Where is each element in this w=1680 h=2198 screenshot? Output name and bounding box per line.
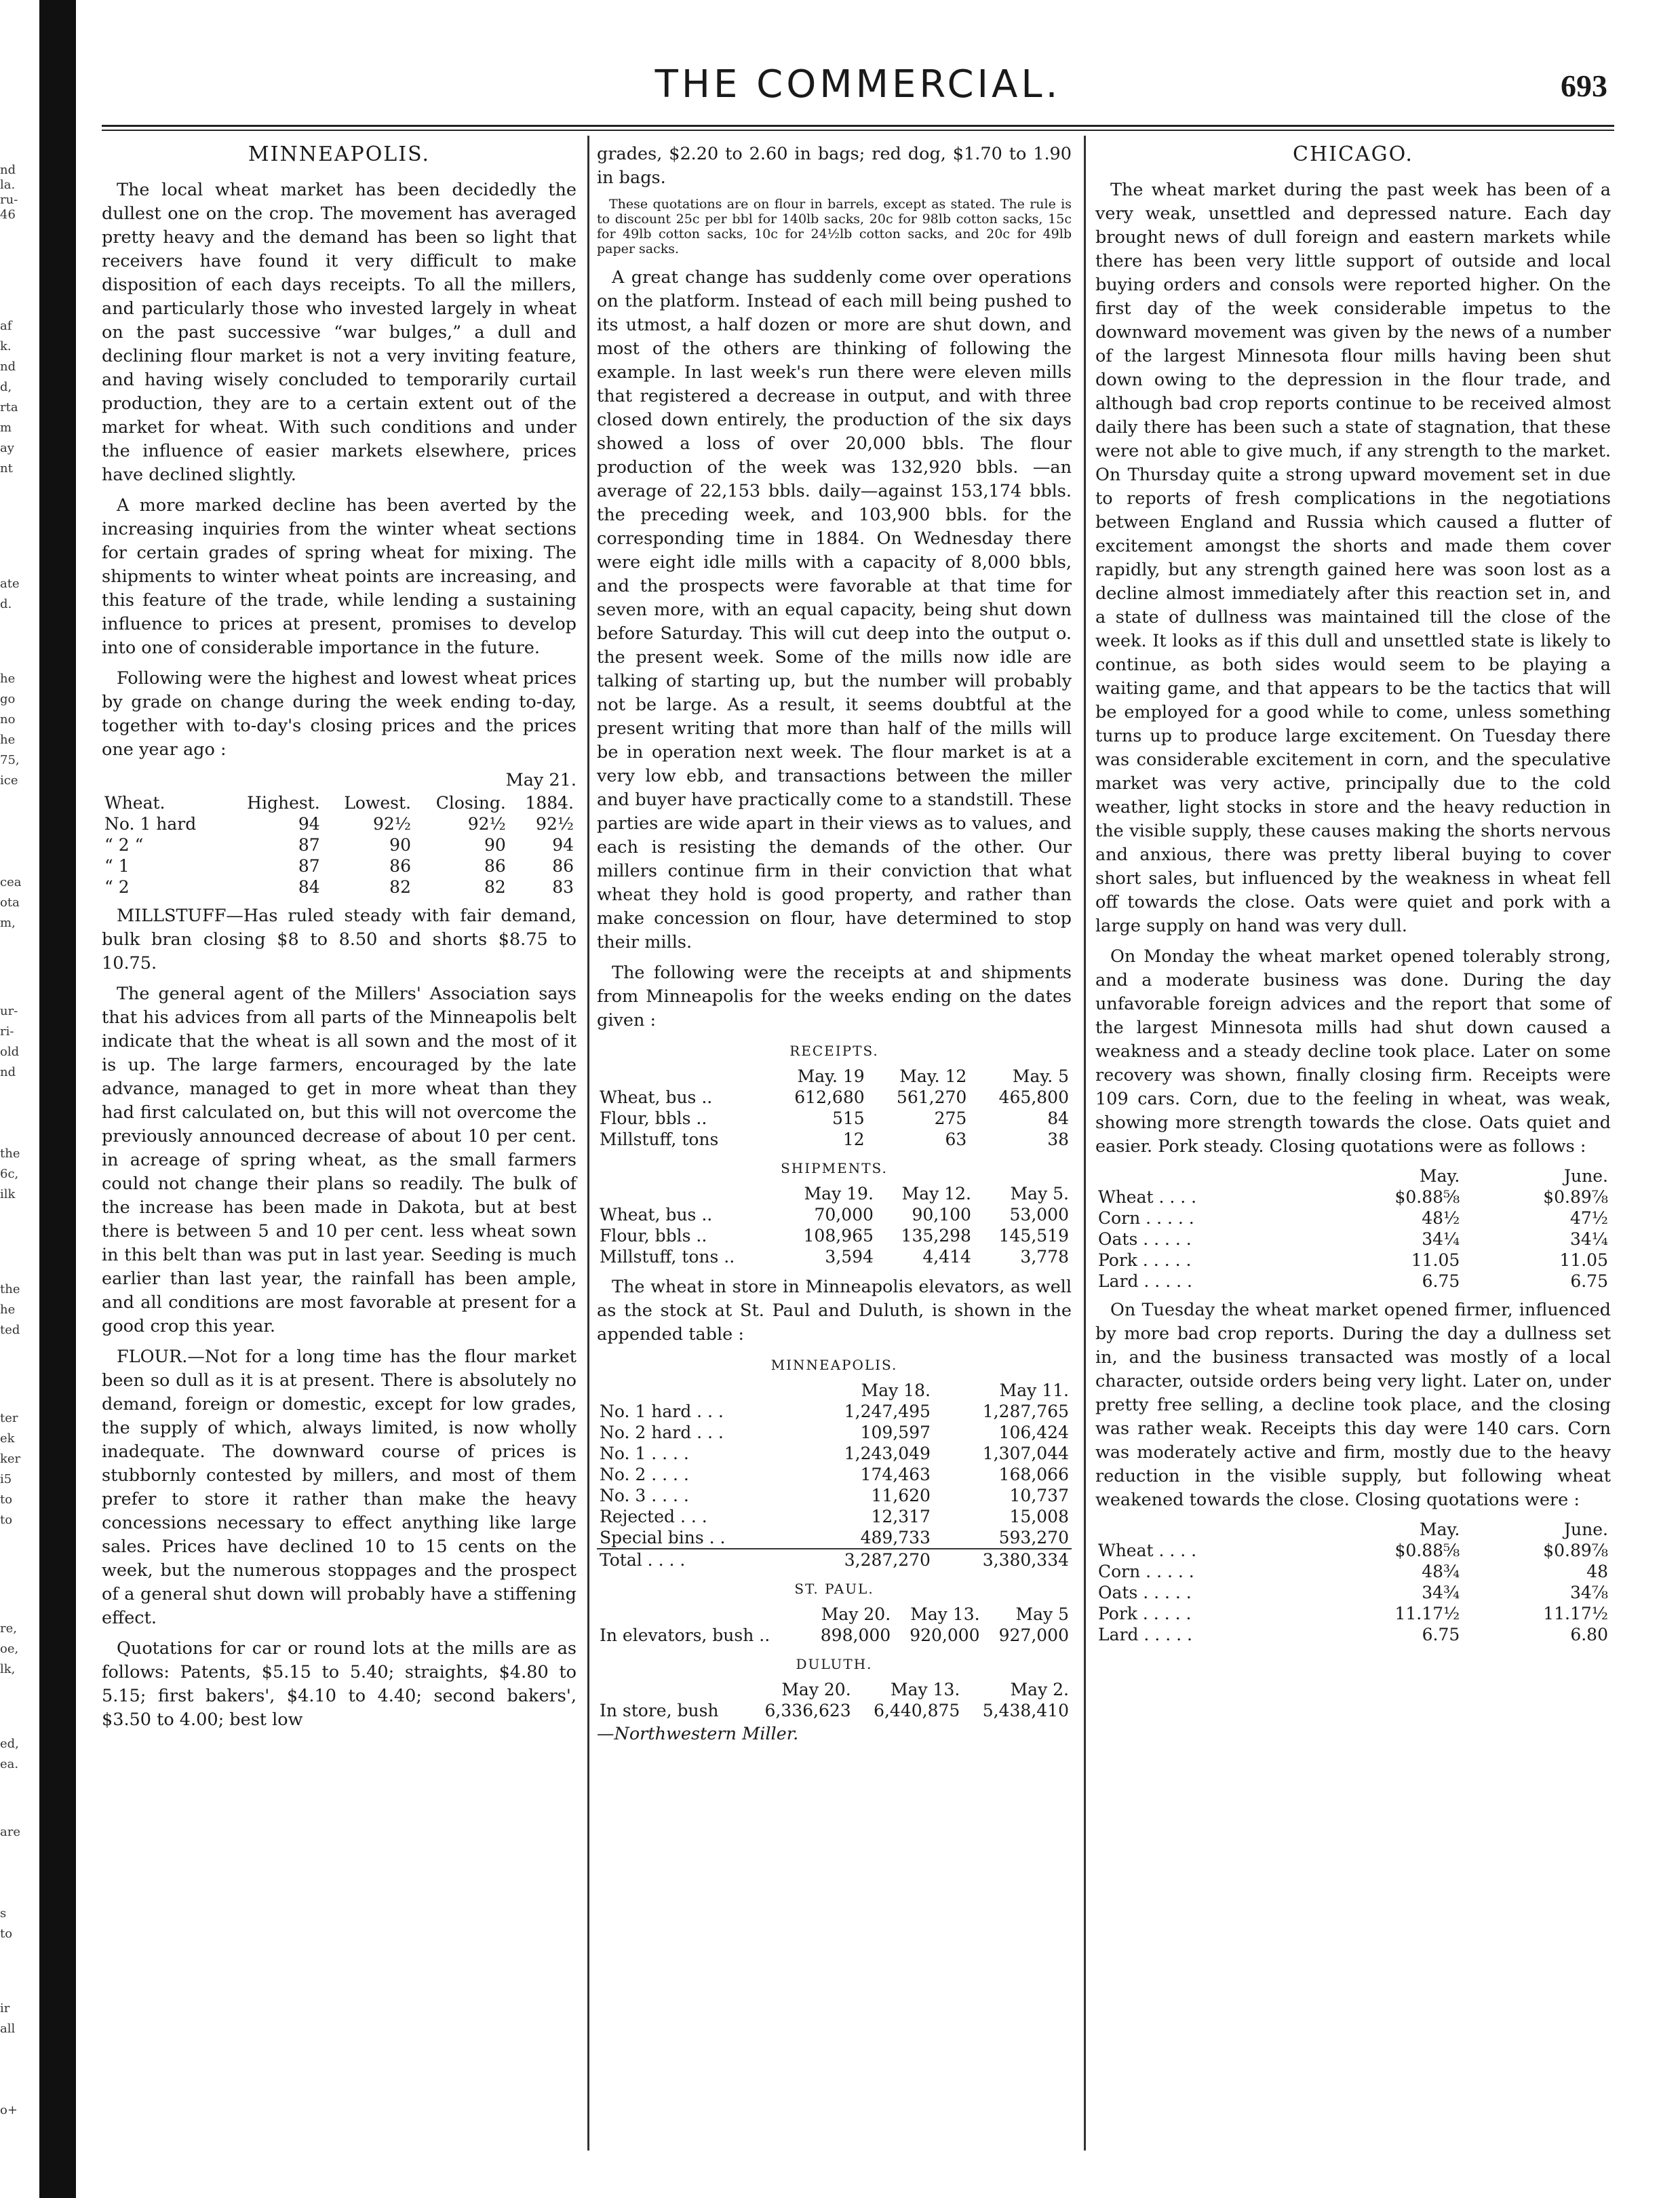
column-header: May 5. [1010,1184,1069,1203]
wheat-price-table [102,792,577,898]
table-row [102,855,577,876]
margin-fragment: to [0,1927,13,1941]
column-header [597,1066,765,1087]
row-label: Wheat . . . . [1098,1187,1197,1207]
table-cell: “ 2 [104,877,130,897]
table-cell: 515 [832,1108,865,1128]
table-cell: 82 [389,877,411,897]
table-row [597,1422,1072,1443]
row-label: Flour, bbls .. [600,1108,707,1128]
table-cell: 11.05 [1559,1250,1608,1270]
table-cell: 84 [298,877,320,897]
table-cell: 108,965 [803,1226,874,1246]
table-cell: 1,287,765 [982,1402,1069,1421]
table-row [597,1225,1072,1246]
page-number: 693 [1561,69,1607,103]
column-header: May. 19 [797,1066,865,1086]
table-row [597,1464,1072,1485]
table-cell: 34¼ [1422,1229,1460,1249]
margin-fragment: no [0,712,16,727]
margin-fragment: d. [0,597,12,611]
column-header: June. [1564,1520,1608,1539]
section-heading: MINNEAPOLIS. [248,142,431,166]
table-cell: 12,317 [871,1507,931,1526]
row-label: No. 3 . . . . [600,1486,689,1505]
paragraph: On Monday the wheat market opened tolerably strong, and a moderate business was done. During the day unfavorable foreign advices and the report that some of the largest Minnesota mills had shut down caused a weakness and a steady decline took place. Later on some recovery was shown, finally closing firm. Receipts were 109 cars. Corn, due to the feeling in wheat, was weak, showing more strength towards the close. Oats quiet and easier. Pork steady. Closing quotations were as follows : [1095,946,1611,1157]
margin-fragment: re, [0,1621,17,1636]
header-rule [102,125,1614,127]
margin-fragment: cea [0,875,22,889]
paragraph: The wheat in store in Minneapolis elevators, as well as the stock at St. Paul and Duluth, is shown in the appended table : [597,1277,1072,1345]
st-paul-stock-table [597,1604,1072,1646]
table-cell: 90 [484,835,506,855]
margin-fragment: oe, [0,1642,19,1656]
table-row [1095,1250,1611,1271]
table-row [102,834,577,855]
margin-fragment: old [0,1045,20,1059]
margin-fragment: ilk [0,1187,16,1201]
row-label: Corn . . . . . [1098,1562,1194,1581]
margin-fragment: m, [0,916,16,930]
header-rule-thin [102,130,1614,131]
paragraph: FLOUR.—Not for a long time has the flour market been so dull as it is at present. There is absolutely no demand, foreign or domestic, except for low grades, the supply of which, always limited, is now wholly inadequate. The downward course of prices is stubbornly contested by millers, and most of them prefer to store it rather than make the heavy concessions necessary to effect anything like large sales. Prices have declined 10 to 15 cents on the week, but the numerous stoppages and the prospect of a general shut down will probably have a stiffening effect. [102,1347,577,1628]
source-signature: —Northwestern Miller. [597,1724,799,1744]
table-row [597,1401,1072,1422]
row-label: In elevators, bush .. [600,1625,770,1645]
table-cell: 6.80 [1570,1625,1608,1644]
margin-fragment: o+ [0,2103,18,2117]
margin-fragment: 75, [0,753,20,767]
margin-fragment: nd [0,163,16,177]
column-header: May 20. [821,1604,891,1624]
column-header: May 11. [999,1381,1069,1400]
table-cell: 87 [298,856,320,876]
margin-fragment: s [0,1906,7,1921]
table-cell: 6,440,875 [874,1701,960,1720]
column-header: May 12. [901,1184,971,1203]
table-header-row [102,792,577,813]
table-cell: 92½ [535,814,574,834]
row-label: Rejected . . . [600,1507,707,1526]
column-header: May 13. [890,1680,960,1699]
table-cell: 3,380,334 [933,1549,1072,1570]
footnote: These quotations are on flour in barrels, except as stated. The rule is to discount 25c per bbl for 140lb sacks, 20c for 98lb cotton sacks, 15c for 49lb cotton sacks, 10c for 24½lb cotton sacks, and 20c for 49lb paper sacks. [597,197,1072,256]
table-row [597,1246,1072,1267]
table-header-row [1095,1519,1611,1540]
table-cell: 145,519 [998,1226,1069,1246]
row-label: Corn . . . . . [1098,1208,1194,1228]
column-header: May. 5 [1012,1066,1069,1086]
table-cell: 11.17½ [1394,1604,1460,1623]
table-cell: 86 [552,856,574,876]
table-row [597,1129,1072,1150]
table-cell: 34¾ [1422,1583,1460,1602]
table-cell: 94 [298,814,320,834]
margin-fragment: i5 [0,1472,12,1486]
table-cell: 84 [1047,1108,1069,1128]
margin-fragment: he [0,1303,16,1317]
table-header-row [597,1183,1072,1204]
table-row [1095,1540,1611,1561]
margin-fragment: k. [0,339,12,353]
table-cell: 92½ [467,814,506,834]
column-header [1095,1165,1314,1187]
table-cell: 489,733 [860,1528,931,1547]
table-row [597,1485,1072,1506]
table-cell: 90 [389,835,411,855]
table-cell: 3,594 [825,1247,874,1267]
column-header [1095,1519,1314,1540]
table-cell: 898,000 [820,1625,891,1645]
closing-quotations-table [1095,1519,1611,1645]
table-cell: 109,597 [860,1423,931,1442]
margin-fragment: rta [0,400,18,414]
row-label: Special bins . . [600,1528,726,1547]
table-cell: 612,680 [794,1087,865,1107]
margin-fragment: he [0,733,16,747]
table-caption: ST. PAUL. [794,1581,874,1597]
margin-fragment: the [0,1146,20,1161]
margin-fragment: the [0,1282,20,1296]
table-header-row [597,1066,1072,1087]
table-row [597,1527,1072,1549]
column-header [597,1604,804,1625]
table-cell: 12 [842,1130,865,1149]
table-cell: 10,737 [1009,1486,1069,1505]
table-cell: $0.89⅞ [1543,1541,1608,1560]
row-label: No. 1 hard . . . [600,1402,724,1421]
table-row [597,1204,1072,1225]
shipments-table [597,1183,1072,1267]
row-label: Wheat, bus .. [600,1087,713,1107]
column-header: May 18. [861,1381,931,1400]
table-caption: SHIPMENTS. [781,1160,888,1176]
row-label: No. 1 . . . . [600,1444,689,1463]
table-row [1095,1271,1611,1292]
table-cell: 83 [552,877,574,897]
table-row [1095,1229,1611,1250]
column-divider [587,136,589,2151]
table-row [597,1087,1072,1108]
table-row [1095,1208,1611,1229]
table-cell: 168,066 [998,1465,1069,1484]
table-row [1095,1624,1611,1645]
margin-fragment: 46 [0,208,16,222]
margin-fragment: go [0,692,16,706]
column-header [597,1679,745,1700]
margin-fragment: he [0,672,16,686]
table-cell: 87 [298,835,320,855]
margin-fragment: m [0,421,12,435]
margin-fragment: ay [0,441,14,455]
row-label: Wheat, bus .. [600,1205,713,1225]
margin-fragment: lk, [0,1662,16,1676]
table-cell: 34⅞ [1569,1583,1608,1602]
table-cell: 920,000 [910,1625,980,1645]
column-chicago [1095,142,1611,1645]
total-row [597,1549,1072,1570]
table-cell: 82 [484,877,506,897]
table-cell: 48½ [1422,1208,1460,1228]
column-header: May. 12 [899,1066,967,1086]
table-row [597,1443,1072,1464]
margin-fragment: to [0,1492,13,1507]
paragraph: The general agent of the Millers' Association says that his advices from all parts of the Minneapolis belt indicate that the wheat is all sown and the most of it is up. The large farmers, encouraged by the late advance, managed to get in more wheat than they had first calculated on, but this will not overcome the previously announced decrease of about 10 per cent. in acreage of spring wheat, as the small farmers could not change their plans so readily. The bulk of the increase has been made in Dakota, but at best there is between 5 and 10 per cent. less wheat sown in this belt than was put in last year. Seeding is much earlier than last year, the rainfall has been ample, and all conditions are most favorable at present for a good crop this year. [102,984,577,1336]
table-cell: “ 1 [104,856,130,876]
table-header-row [1095,1165,1611,1187]
table-cell: 48 [1586,1562,1608,1581]
margin-fragment: ur- [0,1004,18,1018]
duluth-stock-table [597,1679,1072,1721]
scan-edge [39,0,76,2198]
table-cell: $0.88⅝ [1394,1187,1460,1207]
table-cell: No. 1 hard [104,814,197,834]
table-cell: 6.75 [1422,1271,1460,1291]
margin-fragment: nd [0,1065,16,1079]
column-header: May 13. [910,1604,980,1624]
margin-fragment: ri- [0,1024,14,1039]
paragraph: grades, $2.20 to 2.60 in bags; red dog, $1.70 to 1.90 in bags. [597,144,1072,188]
minneapolis-stock-table [597,1380,1072,1570]
closing-quotations-table [1095,1165,1611,1292]
margin-fragment: all [0,2022,16,2036]
column-minneapolis-continued [597,142,1072,1746]
table-cell: 106,424 [998,1423,1069,1442]
margin-fragment: ek [0,1431,15,1446]
margin-fragment: d, [0,380,12,394]
column-header: May. [1420,1166,1460,1186]
table-cell: 6.75 [1422,1625,1460,1644]
row-label: Flour, bbls .. [600,1226,707,1246]
table-cell: 11,620 [871,1486,931,1505]
table-row [597,1108,1072,1129]
margin-fragment: af [0,319,12,333]
table-cell: 1,307,044 [982,1444,1069,1463]
row-label: Wheat . . . . [1098,1541,1197,1560]
table-cell: 5,438,410 [982,1701,1069,1720]
column-header: Closing. [435,793,506,813]
table-cell: 11.05 [1411,1250,1460,1270]
table-cell: 1,243,049 [844,1444,931,1463]
row-label: No. 2 hard . . . [600,1423,724,1442]
row-label: Pork . . . . . [1098,1604,1192,1623]
table-cell: $0.88⅝ [1394,1541,1460,1560]
table-header-row [597,1604,1072,1625]
table-row [1095,1582,1611,1603]
table-caption: DULUTH. [796,1656,873,1672]
table-cell: 53,000 [1009,1205,1069,1225]
table-row [597,1625,1072,1646]
table-cell: $0.89⅞ [1543,1187,1608,1207]
row-label: Total . . . . [597,1549,795,1570]
table-row [1095,1561,1611,1582]
row-label: Lard . . . . . [1098,1271,1192,1291]
table-row [102,876,577,898]
margin-fragment: nt [0,461,13,476]
table-header-row [597,1679,1072,1700]
paragraph: Following were the highest and lowest wheat prices by grade on change during the week ending to-day, together with to-day's closing prices and the prices one year ago : [102,668,577,760]
margin-fragment: nd [0,360,16,374]
table-cell: 174,463 [860,1465,931,1484]
paragraph: MILLSTUFF—Has ruled steady with fair demand, bulk bran closing $8 to 8.50 and shorts $8.75 to 10.75. [102,906,577,973]
table-cell: 561,270 [896,1087,967,1107]
table-cell: 48¾ [1422,1562,1460,1581]
table-cell: 47½ [1569,1208,1608,1228]
table-cell: “ 2 “ [104,835,144,855]
margin-fragment: ed, [0,1737,19,1751]
margin-fragment: la. [0,178,16,192]
paragraph: The wheat market during the past week has been of a very weak, unsettled and depressed nature. Each day brought news of dull foreign and eastern markets while there has been very little support of outside and local buying orders and consols were reported higher. On the first day of the week considerable impetus to the downward movement was given by the news of a number of the largest Minnesota flour mills having been shut down owing to the depression in the flour trade, and although bad crop reports continue to be received almost daily there has been such a state of stagnation, that these were not able to give much, if any strength to the market. On Thursday quite a strong upward movement set in due to reports of fresh complications in the negotiations between England and Russia which caused a flutter of excitement amongst the shorts and made them cover rapidly, but any strength gained here was soon lost as a decline almost immediately after this reaction set in, and a state of dullness was maintained till the close of the week. It looks as if this dull and unsettled state is likely to continue, as both sides would seem to be playing a waiting game, and that appears to be the tactics that will be employed for a good while to come, unless something turns up to produce large excitement. On Tuesday there was considerable excitement in corn, and the speculative market was very active, principally due to the cold weather, light stocks in store and the heavy reduction in the visible supply, these causes making the shorts nervous and anxious, there was pretty liberal buying to cover short sales, but influenced by the weakness in wheat fell off towards the close. Oats were quiet and pork with a large supply on hand was very dull. [1095,180,1611,936]
table-row [1095,1603,1611,1624]
table-cell: 11.17½ [1543,1604,1608,1623]
table-cell: 86 [484,856,506,876]
table-cell: 275 [934,1108,967,1128]
margin-fragment: ted [0,1323,20,1337]
table-cell: 135,298 [901,1226,971,1246]
table-cell: 15,008 [1009,1507,1069,1526]
table-cell: 6.75 [1570,1271,1608,1291]
paragraph: A great change has suddenly come over operations on the platform. Instead of each mill being pushed to its utmost, a half dozen or more are shut down, and most of the others are thinking of following the example. In last week's run there were eleven mills that registered a decrease in output, and with three closed down entirely, the production of the six days showed a loss of over 20,000 bbls. The flour production of the week was 132,920 bbls. —an average of 22,153 bbls. daily—against 153,174 bbls. the preceding week, and 103,900 bbls. for the corresponding time in 1884. On Wednesday there were eight idle mills with a capacity of 8,000 bbls, and the prospects were favorable at that time for seven more, with an equal capacity, being shut down before Saturday. This will cut deep into the output o. the present week. Some of the mills now idle are talking of starting up, but the number will probably not be large. As a result, it seems doubtful at the present writing that more than half of the mills will be in operation next week. The flour market is at a very low ebb, and transactions between the miller and buyer have practically come to a standstill. These parties are wide apart in their views as to values, and each is resisting the demands of the other. Our millers continue firm in their conviction that what wheat they hold is good property, and rather than make concession on flour, have determined to stop their mills. [597,267,1072,952]
table-row [597,1506,1072,1527]
table-cell: 63 [945,1130,967,1149]
row-label: Millstuff, tons [600,1130,719,1149]
row-label: Lard . . . . . [1098,1625,1192,1644]
table-cell: 70,000 [814,1205,874,1225]
margin-fragment: ker [0,1452,21,1466]
row-label: In store, bush [600,1701,719,1720]
column-header: May 5 [1015,1604,1069,1624]
table-cell: 6,336,623 [764,1701,851,1720]
table-caption: MINNEAPOLIS. [770,1357,898,1373]
row-label: Millstuff, tons .. [600,1247,735,1267]
column-header: May 20. [781,1680,851,1699]
table-row [102,813,577,834]
margin-fragment: to [0,1513,13,1527]
table-row [597,1700,1072,1721]
publication-title: THE COMMERCIAL. [655,62,1061,107]
paragraph: A more marked decline has been averted by the increasing inquiries from the winter wheat sections for certain grades of spring wheat for mixing. The shipments to winter wheat points are increasing, and this feature of the trade, while lending a sustaining influence to prices at present, promises to develop into one of considerable importance in the future. [102,495,577,658]
table-date: May 21. [505,770,577,790]
table-row [1095,1187,1611,1208]
table-cell: 90,100 [912,1205,971,1225]
column-header: May 2. [1010,1680,1069,1699]
column-header [597,1183,779,1204]
column-header: June. [1564,1166,1608,1186]
row-label: No. 2 . . . . [600,1465,689,1484]
margin-fragment: ate [0,577,20,591]
column-divider [1084,136,1086,2151]
section-heading: CHICAGO. [1293,142,1413,166]
margin-fragment: ru- [0,193,18,207]
column-minneapolis [102,142,577,1739]
paragraph: The local wheat market has been decidedly the dullest one on the crop. The movement has averaged pretty heavy and the demand has been so light that receivers have found it very difficult to make disposition of each days receipts. To all the millers, and particularly those who invested largely in wheat on the past successive “war bulges,” a dull and declining flour market is not a very inviting feature, and having wisely concluded to temporarily curtail production, they are to a certain extent out of the market for wheat. With such conditions and under the influence of easier markets elsewhere, prices have declined slightly. [102,180,577,485]
margin-fragment: are [0,1825,20,1839]
table-cell: 1,247,495 [844,1402,931,1421]
margin-fragment: ota [0,895,20,910]
table-cell: 465,800 [998,1087,1069,1107]
table-cell: 34¼ [1569,1229,1608,1249]
column-header [597,1380,795,1401]
table-cell: 3,778 [1020,1247,1069,1267]
table-header-row [597,1380,1072,1401]
row-label: Oats . . . . . [1098,1229,1192,1249]
paragraph: Quotations for car or round lots at the mills are as follows: Patents, $5.15 to 5.40; straights, $4.80 to 5.15; first bakers', $4.10 to 4.40; second bakers', $3.50 to 4.00; best low [102,1638,577,1730]
margin-fragment: 6c, [0,1167,19,1181]
margin-fragment: ir [0,2001,10,2016]
column-header: Wheat. [104,793,165,813]
column-header: Highest. [247,793,320,813]
table-cell: 94 [552,835,574,855]
column-header: May. [1420,1520,1460,1539]
paragraph: The following were the receipts at and shipments from Minneapolis for the weeks ending on the dates given : [597,963,1072,1030]
table-cell: 593,270 [998,1528,1069,1547]
table-cell: 3,287,270 [795,1549,933,1570]
row-label: Pork . . . . . [1098,1250,1192,1270]
margin-fragment: ice [0,773,18,788]
receipts-table [597,1066,1072,1150]
row-label: Oats . . . . . [1098,1583,1192,1602]
table-cell: 92½ [372,814,411,834]
margin-fragment: ter [0,1411,18,1425]
paragraph: On Tuesday the wheat market opened firmer, influenced by more bad crop reports. During the day a dullness set in, and the business transacted was mostly of a local character, outside orders being very light. Later on, under pretty free selling, a decline took place, and the closing was rather weak. Receipts this day were 140 cars. Corn was moderately active and firm, mostly due to the heavy reduction in the visible supply, but following wheat weakened towards the close. Closing quotations were : [1095,1300,1611,1510]
page-header [102,62,1614,123]
table-cell: 38 [1047,1130,1069,1149]
column-header: Lowest. [344,793,411,813]
table-cell: 86 [389,856,411,876]
column-header: May 19. [804,1184,874,1203]
table-caption: RECEIPTS. [789,1043,879,1059]
margin-fragment: ea. [0,1757,19,1771]
column-header: 1884. [525,793,574,813]
table-cell: 4,414 [922,1247,971,1267]
table-cell: 927,000 [998,1625,1069,1645]
